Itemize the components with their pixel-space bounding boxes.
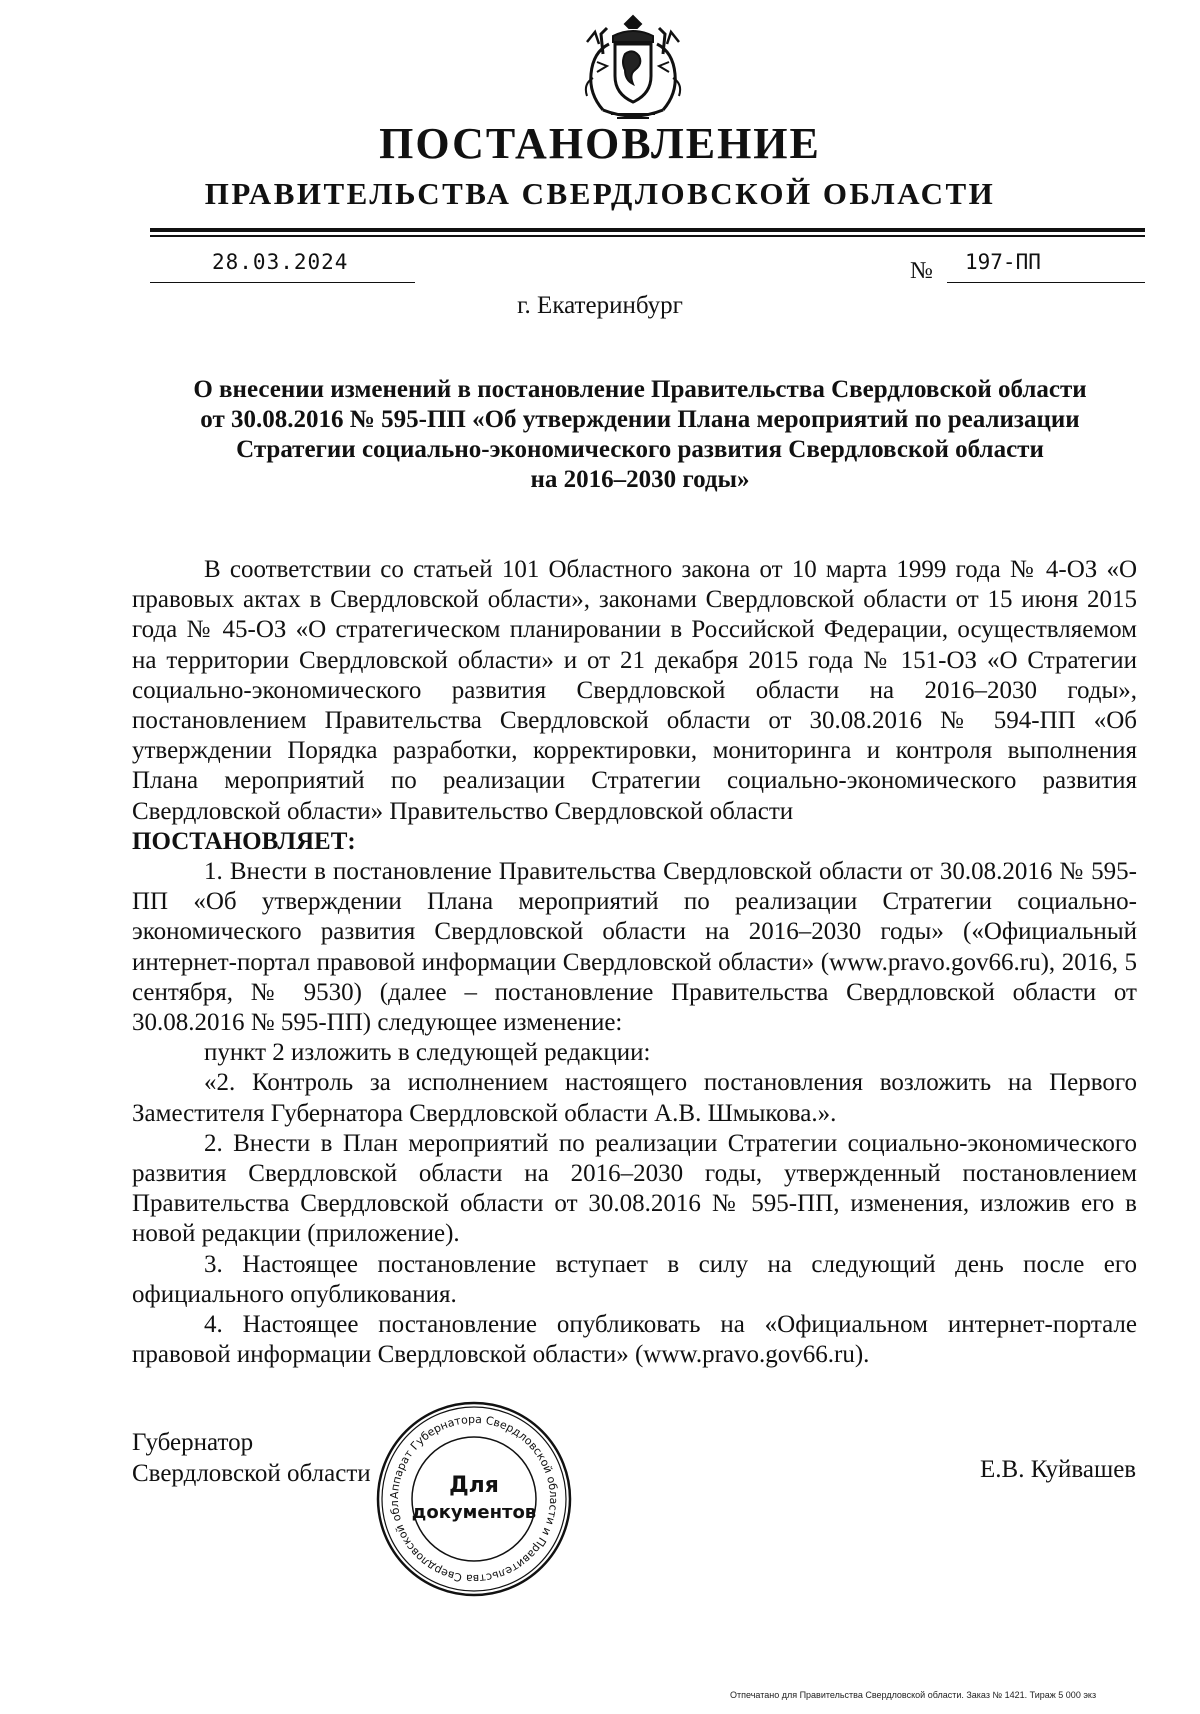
signatory-position-line: Губернатор	[132, 1429, 254, 1456]
svg-text:Аппарат Губернатора Свердловск: Аппарат Губернатора Свердловской области и Правительства Свердловской обл	[387, 1412, 561, 1586]
header-divider-thick	[150, 228, 1145, 232]
official-seal	[375, 1400, 573, 1598]
signatory-position	[132, 1427, 371, 1489]
item-1-sub-paragraph: пункт 2 изложить в следующей редакции:	[204, 1039, 651, 1067]
document-title-line: О внесении изменений в постановление Правительства Свердловской области	[193, 376, 1087, 403]
item-1-quote-paragraph: «2. Контроль за исполнением настоящего постановления возложить на Первого Заместителя Губернатора Свердловской области А.В. Шмыкова.».	[132, 1069, 1137, 1127]
coat-of-arms-icon	[573, 14, 693, 126]
document-date: 28.03.2024	[212, 250, 349, 274]
signatory-name: Е.В. Куйвашев	[980, 1456, 1137, 1483]
item-3-paragraph: 3. Настоящее постановление вступает в силу на следующий день после его официального опубликования.	[132, 1250, 1137, 1308]
number-underline	[947, 282, 1145, 283]
city: г. Екатеринбург	[517, 292, 683, 319]
number-sign: №	[910, 258, 933, 284]
document-body	[132, 555, 1137, 1370]
document-number: 197-ПП	[965, 250, 1041, 274]
preamble-paragraph: В соответствии со статьей 101 Областного закона от 10 марта 1999 года № 4-ОЗ «О правовых актах в Свердловской области», законами Свердловской области от 15 июня 2015 года № 45-ОЗ «О стратегическом планировании в Российской Федерации, осуществляемом на территории Свердловской области» и от 21 декабря 2015 года № 151-ОЗ «О Стратегии социально-экономического развития Свердловской области на 2016–2030 годы», постановлением Правительства Свердловской области от 30.08.2016 № 594-ПП «Об утверждении Порядка разработки, корректировки, мониторинга и контроля выполнения Плана мероприятий по реализации Стратегии социально-экономического развития Свердловской области» Правительство Свердловской области	[132, 556, 1137, 825]
svg-text:документов: документов	[411, 1502, 537, 1523]
item-1-paragraph: 1. Внести в постановление Правительства Свердловской области от 30.08.2016 № 595-ПП «Об утверждении Плана мероприятий по реализации Стратегии социально-экономического развития Свердловской области на 2016–2030 годы» («Официальный интернет-портал правовой информации Свердловской области» (www.pravo.gov66.ru), 2016, 5 сентября, № 9530) (далее – постановление Правительства Свердловской области от 30.08.2016 № 595-ПП) следующее изменение:	[132, 858, 1137, 1037]
document-title-line: Стратегии социально-экономического развития Свердловской области	[236, 436, 1044, 463]
date-underline	[150, 282, 415, 283]
document-title	[160, 375, 1120, 495]
resolves-heading: ПОСТАНОВЛЯЕТ:	[132, 827, 356, 855]
svg-text:Для: Для	[449, 1473, 499, 1498]
issuer-heading: ПРАВИТЕЛЬСТВА СВЕРДЛОВСКОЙ ОБЛАСТИ	[204, 176, 996, 211]
print-footer: Отпечатано для Правительства Свердловской области. Заказ № 1421. Тираж 5 000 экз	[730, 1690, 1097, 1700]
item-4-paragraph: 4. Настоящее постановление опубликовать на «Официальном интернет-портале правовой информации Свердловской области» (www.pravo.gov66.ru).	[132, 1311, 1137, 1369]
document-title-line: от 30.08.2016 № 595-ПП «Об утверждении Плана мероприятий по реализации	[200, 406, 1080, 433]
item-2-paragraph: 2. Внести в План мероприятий по реализации Стратегии социально-экономического развития Свердловской области на 2016–2030 годы, утвержденный постановлением Правительства Свердловской области от 30.08.2016 № 595-ПП, изменения, изложив его в новой редакции (приложение).	[132, 1129, 1137, 1248]
header-divider-thin	[150, 235, 1145, 237]
signatory-position-line: Свердловской области	[132, 1460, 371, 1487]
document-title-line: на 2016–2030 годы»	[530, 466, 750, 493]
document-type-heading: ПОСТАНОВЛЕНИЕ	[379, 119, 821, 168]
